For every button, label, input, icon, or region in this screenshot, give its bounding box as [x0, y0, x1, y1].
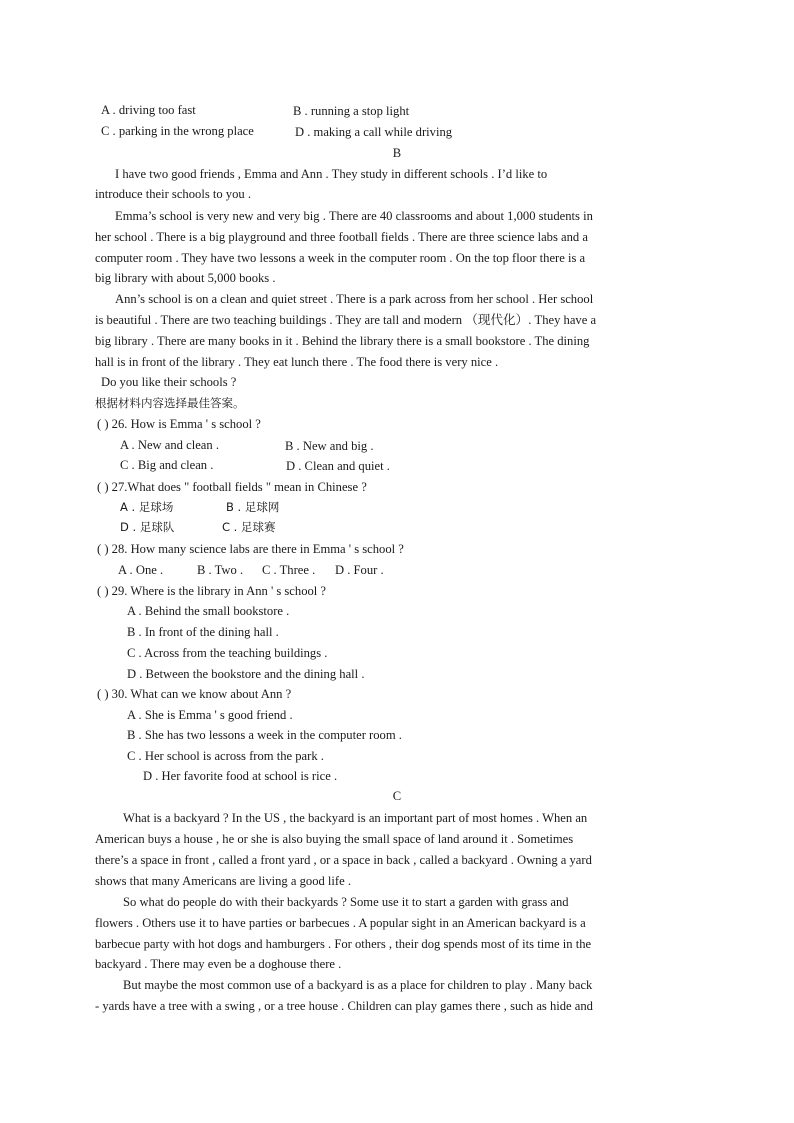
q29-option-c: C . Across from the teaching buildings . [127, 646, 328, 660]
passage-b-line: Emma’s school is very new and very big . There are 40 classrooms and about 1,000 students in [115, 209, 593, 223]
passage-b-line: Do you like their schools ? [101, 375, 237, 389]
q30-option-b: B . She has two lessons a week in the computer room . [127, 728, 402, 742]
q28-option-c: C . Three . [262, 563, 316, 577]
q29-option-a: A . Behind the small bookstore . [127, 604, 290, 618]
passage-b-line: is beautiful . There are two teaching buildings . They are tall and modern （现代化）. They have a [95, 313, 597, 327]
question-28: ( ) 28. How many science labs are there in Emma ' s school ? [97, 542, 404, 556]
q26-option-c: C . Big and clean . [120, 458, 214, 472]
passage-c-line: American buys a house , he or she is also buying the small space of land around it . Sometimes [95, 832, 574, 846]
question-30: ( ) 30. What can we know about Ann ? [97, 687, 292, 701]
passage-b-line: big library . There are many books in it . Behind the library there is a small bookstore . The dining [95, 334, 590, 348]
question-26: ( ) 26. How is Emma ' s school ? [97, 417, 261, 431]
passage-c-line: So what do people do with their backyards ? Some use it to start a garden with grass and [123, 895, 569, 909]
passage-c-line: there’s a space in front , called a front yard , or a space in back , called a backyard . Owning a yard [95, 853, 592, 867]
q28-option-b: B . Two . [197, 563, 244, 577]
instruction: 根据材料内容选择最佳答案。 [95, 396, 245, 410]
q26-option-a: A . New and clean . [120, 438, 219, 452]
q28-option-d: D . Four . [335, 563, 384, 577]
passage-b-line: computer room . They have two lessons a week in the computer room . On the top floor there is a [95, 251, 586, 265]
q26-option-b: B . New and big . [285, 439, 374, 453]
passage-b-line: introduce their schools to you . [95, 187, 251, 201]
q27-option-a: A . 足球场 [120, 500, 174, 514]
q30-option-c: C . Her school is across from the park . [127, 749, 324, 763]
prev-option-d: D . making a call while driving [295, 125, 453, 139]
q26-option-d: D . Clean and quiet . [286, 459, 390, 473]
q30-option-d: D . Her favorite food at school is rice . [143, 769, 338, 783]
q29-option-d: D . Between the bookstore and the dining hall . [127, 667, 365, 681]
passage-c-line: But maybe the most common use of a backyard is as a place for children to play . Many back [123, 978, 593, 992]
q30-option-a: A . She is Emma ' s good friend . [127, 708, 293, 722]
passage-c-line: - yards have a tree with a swing , or a tree house . Children can play games there , such as hide and [95, 999, 593, 1013]
passage-c-line: flowers . Others use it to have parties or barbecues . A popular sight in an American backyard is a [95, 916, 586, 930]
prev-option-c: C . parking in the wrong place [101, 124, 254, 138]
prev-option-a: A . driving too fast [101, 103, 196, 117]
q27-option-d: D . 足球队 [120, 520, 175, 534]
passage-b-line: big library with about 5,000 books . [95, 271, 276, 285]
q27-option-b: B . 足球网 [226, 500, 280, 514]
section-b-heading: B [392, 146, 402, 160]
passage-b-line: I have two good friends , Emma and Ann . They study in different schools . I’d like to [115, 167, 548, 181]
passage-b-line: Ann’s school is on a clean and quiet street . There is a park across from her school . Her school [115, 292, 594, 306]
question-29: ( ) 29. Where is the library in Ann ' s school ? [97, 584, 327, 598]
question-27: ( ) 27.What does " football fields " mean in Chinese ? [97, 480, 367, 494]
passage-c-line: barbecue party with hot dogs and hamburgers . For others , their dog spends most of its time in the [95, 937, 592, 951]
passage-c-line: backyard . There may even be a doghouse there . [95, 957, 342, 971]
passage-b-line: her school . There is a big playground and three football fields . There are three science labs and a [95, 230, 588, 244]
q27-option-c: C . 足球赛 [222, 520, 276, 534]
passage-b-line: hall is in front of the library . They eat lunch there . The food there is very nice . [95, 355, 499, 369]
passage-c-line: What is a backyard ? In the US , the backyard is an important part of most homes . When an [123, 811, 588, 825]
passage-c-line: shows that many Americans are living a good life . [95, 874, 352, 888]
section-c-heading: C [392, 789, 402, 803]
prev-option-b: B . running a stop light [293, 104, 410, 118]
q28-option-a: A . One . [118, 563, 164, 577]
q29-option-b: B . In front of the dining hall . [127, 625, 279, 639]
